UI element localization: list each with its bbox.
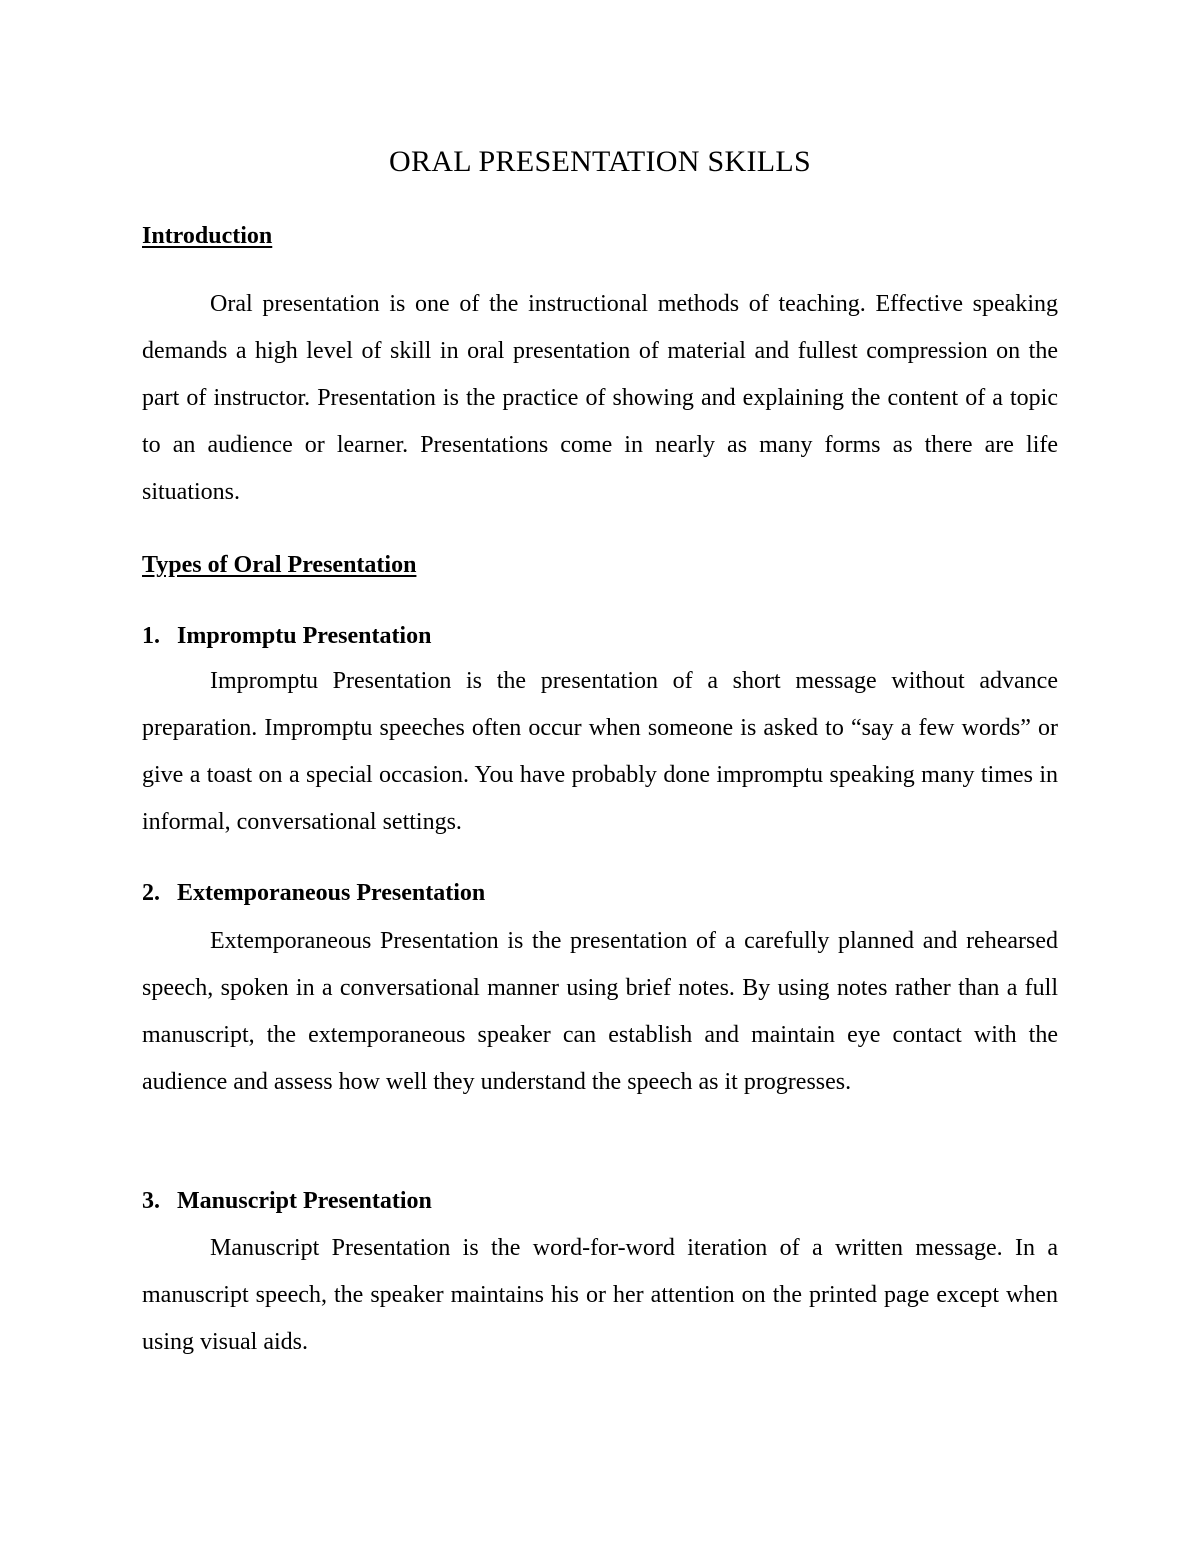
extemporaneous-heading	[142, 877, 485, 909]
manuscript-paragraph: Manuscript Presentation is the word-for-word iteration of a written message. In a manuscript speech, the speaker maintains his or her attention on the printed page except when using visual aids.	[142, 1235, 1058, 1355]
types-heading: Types of Oral Presentation	[142, 552, 417, 578]
document-title: ORAL PRESENTATION SKILLS	[388, 145, 812, 178]
impromptu-heading	[142, 620, 431, 652]
impromptu-paragraph: Impromptu Presentation is the presentation of a short message without advance preparation. Impromptu speeches often occur when someone is asked to “say a few words” or give a toast on a special occasion. You have probably done impromptu speaking many times in informal, conversational settings.	[142, 668, 1058, 835]
item-number: 2.	[142, 880, 160, 906]
manuscript-heading	[142, 1185, 432, 1217]
introduction-paragraph: Oral presentation is one of the instructional methods of teaching. Effective speaking demands a high level of skill in oral presentation of material and fullest compression on the part of instructor. Presentation is the practice of showing and explaining the content of a topic to an audience or learner. Presentations come in nearly as many forms as there are life situations.	[142, 291, 1058, 505]
item-number: 3.	[142, 1188, 160, 1214]
item-title: Manuscript Presentation	[177, 1188, 432, 1214]
item-title: Extemporaneous Presentation	[177, 880, 486, 906]
item-title: Impromptu Presentation	[177, 623, 432, 649]
extemporaneous-paragraph: Extemporaneous Presentation is the presentation of a carefully planned and rehearsed speech, spoken in a conversational manner using brief notes. By using notes rather than a full manuscript, the extemporaneous speaker can establish and maintain eye contact with the audience and assess how well they understand the speech as it progresses.	[142, 928, 1058, 1095]
introduction-heading: Introduction	[142, 223, 273, 249]
item-number: 1.	[142, 623, 160, 649]
